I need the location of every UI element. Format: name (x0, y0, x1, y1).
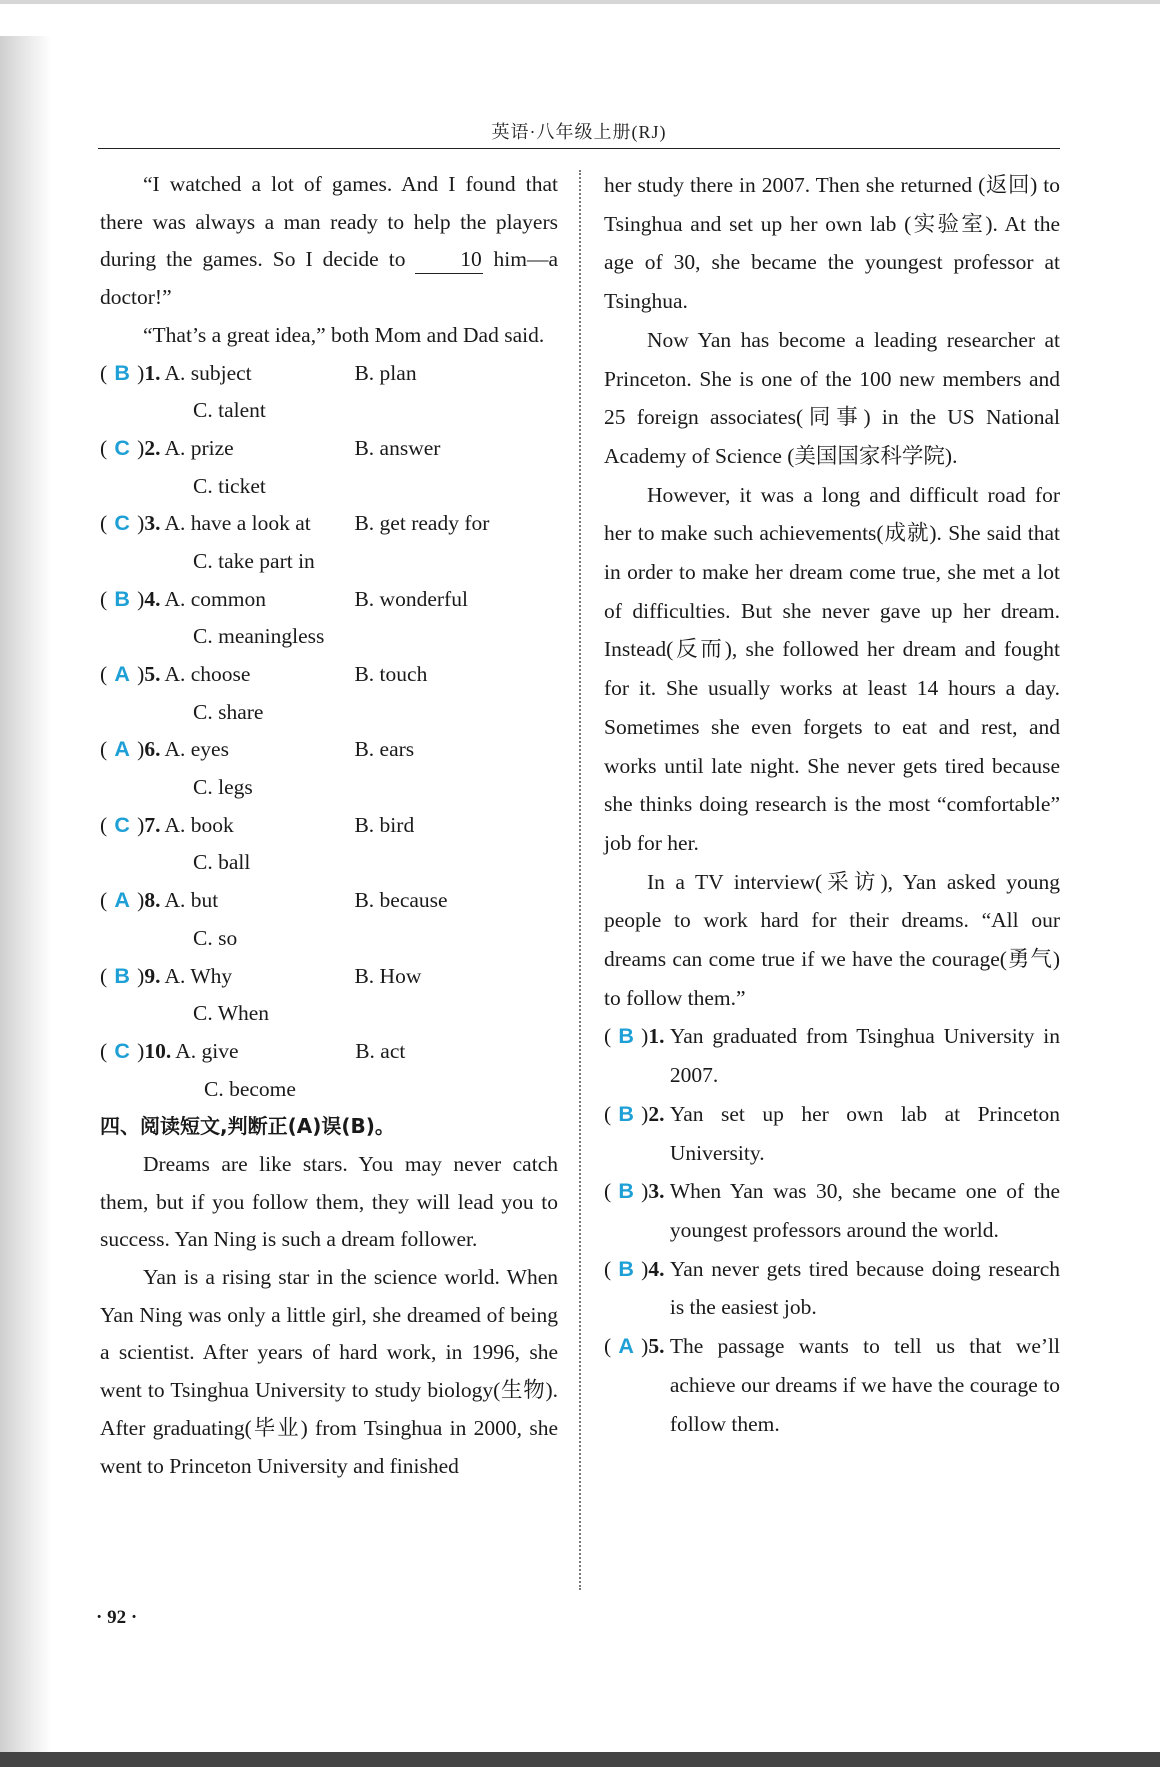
passage-paragraph: “That’s a great idea,” both Mom and Dad said. (143, 322, 545, 347)
cloze-question-5: ( A ) 5. A. choose B. touch C. share (100, 656, 558, 731)
option-b: B. act (355, 1038, 406, 1063)
statement-text: Yan graduated from Tsinghua University in 2007. (669, 1024, 1060, 1088)
option-a: A. but (164, 888, 219, 913)
answer-mark: B (114, 963, 130, 988)
header-divider (98, 148, 1060, 149)
right-column (604, 166, 1060, 1443)
page-header: 英语·八年级上册(RJ) (491, 122, 667, 142)
option-b: B. answer (354, 435, 441, 460)
option-a: A. have a look at (164, 511, 311, 536)
option-c: C. meaningless (193, 624, 325, 649)
cloze-question-4: ( B ) 4. A. common B. wonderful C. meaningless (100, 581, 558, 656)
cloze-question-8: ( A ) 8. A. but B. because C. so (100, 882, 558, 957)
cloze-question-1: ( B ) 1. A. subject B. plan C. talent (100, 355, 558, 430)
option-b: B. bird (354, 812, 415, 837)
answer-mark: A (114, 888, 130, 913)
option-b: B. touch (354, 662, 428, 687)
option-c: C. ball (193, 850, 251, 875)
reading-paragraph: However, it was a long and difficult road for her to make such achievements(成就). She said that in order to make her dream come true, she met a lot of difficulties. But she never gave up her dream. Instead(反而), she followed her dream and fought for it. She usually works at least 14 hours a day. Sometimes she even forgets to eat and rest, and works until late night. She never gets tired because she thinks doing research is the most “comfortable” job for her. (604, 482, 1060, 855)
option-c: C. talent (193, 398, 266, 423)
option-c: C. ticket (193, 473, 266, 498)
option-a: A. book (164, 812, 234, 837)
option-c: C. become (204, 1076, 296, 1101)
cloze-question-6: ( A ) 6. A. eyes B. ears C. legs (100, 731, 558, 806)
option-b: B. ears (354, 737, 415, 762)
answer-mark: C (114, 812, 130, 837)
judgement-question-4: ( B )4. Yan never gets tired because doing research is the easiest job. (604, 1250, 1060, 1327)
answer-mark: C (114, 435, 130, 460)
top-edge (0, 0, 1160, 4)
option-a: A. give (175, 1038, 239, 1063)
left-column (100, 166, 558, 1485)
reading-paragraph: her study there in 2007. Then she returned (返回) to Tsinghua and set up her own lab (实验室). At the age of 30, she became the youngest professor at Tsinghua. (604, 173, 1060, 314)
cloze-question-7: ( C ) 7. A. book B. bird C. ball (100, 807, 558, 882)
reading-paragraph: Dreams are like stars. You may never catch them, but if you follow them, they will lead you to success. Yan Ning is such a dream follower. (100, 1151, 558, 1252)
option-b: B. How (354, 963, 422, 988)
answer-mark: A (114, 737, 130, 762)
option-a: A. choose (164, 662, 251, 687)
cloze-question-2: ( C ) 2. A. prize B. answer C. ticket (100, 430, 558, 505)
option-a: A. prize (164, 435, 234, 460)
answer-mark: C (114, 511, 130, 536)
option-a: A. Why (164, 963, 233, 988)
judgement-question-1: ( B )1. Yan graduated from Tsinghua University in 2007. (604, 1017, 1060, 1094)
answer-mark: B (618, 1179, 634, 1204)
passage-paragraph: “I watched a lot of games. And I found that there was always a man ready to help the players during the games. So I decide to 10 him—a doctor!” (100, 172, 558, 310)
option-b: B. because (354, 888, 448, 913)
judgement-question-2: ( B )2. Yan set up her own lab at Princeton University. (604, 1095, 1060, 1172)
page-number: · 92 · (96, 1607, 138, 1628)
column-divider (579, 170, 581, 1590)
page-spine-shadow (0, 36, 52, 1752)
option-a: A. eyes (164, 737, 229, 762)
answer-mark: B (114, 586, 130, 611)
bottom-edge (0, 1752, 1160, 1767)
option-c: C. take part in (193, 548, 315, 573)
judgement-question-3: ( B )3. When Yan was 30, she became one of the youngest professors around the world. (604, 1172, 1060, 1249)
statement-text: Yan set up her own lab at Princeton University. (669, 1101, 1060, 1165)
option-c: C. legs (193, 775, 253, 800)
option-b: B. plan (354, 360, 417, 385)
cloze-question-3: ( C ) 3. A. have a look at B. get ready for C. take part in (100, 505, 558, 580)
option-b: B. wonderful (354, 586, 468, 611)
option-b: B. get ready for (354, 511, 490, 536)
option-a: A. common (164, 586, 266, 611)
reading-paragraph: Now Yan has become a leading researcher at Princeton. She is one of the 100 new members and 25 foreign associates(同事) in the US National Academy of Science (美国国家科学院). (604, 327, 1060, 468)
answer-mark: B (618, 1101, 634, 1126)
option-c: C. so (193, 925, 238, 950)
reading-paragraph: Yan is a rising star in the science world. When Yan Ning was only a little girl, she dreamed of being a scientist. After years of hard work, in 1996, she went to Tsinghua University to study biology(生物). After graduating(毕业) from Tsinghua in 2000, she went to Princeton University and finished (100, 1265, 558, 1478)
blank-10: 10 (415, 245, 483, 274)
statement-text: The passage wants to tell us that we’ll achieve our dreams if we have the courage to follow them. (669, 1334, 1060, 1436)
cloze-question-10: ( C ) 10. A. give B. act C. become (100, 1033, 558, 1108)
answer-mark: B (618, 1024, 634, 1049)
statement-text: Yan never gets tired because doing research is the easiest job. (669, 1256, 1060, 1320)
answer-mark: A (618, 1334, 634, 1359)
reading-paragraph: In a TV interview(采访), Yan asked young people to work hard for their dreams. “All our dreams can come true if we have the courage(勇气) to follow them.” (604, 869, 1060, 1010)
judgement-question-5: ( A )5. The passage wants to tell us that we’ll achieve our dreams if we have the courage to follow them. (604, 1327, 1060, 1443)
answer-mark: C (114, 1038, 130, 1063)
cloze-question-9: ( B ) 9. A. Why B. How C. When (100, 958, 558, 1033)
section-title: 四、阅读短文,判断正(A)误(B)。 (100, 1114, 395, 1139)
answer-mark: B (114, 360, 130, 385)
answer-mark: B (618, 1256, 634, 1281)
answer-mark: A (114, 662, 130, 687)
statement-text: When Yan was 30, she became one of the youngest professors around the world. (669, 1179, 1060, 1242)
option-c: C. share (193, 699, 264, 724)
option-c: C. When (193, 1001, 270, 1026)
option-a: A. subject (164, 360, 252, 385)
